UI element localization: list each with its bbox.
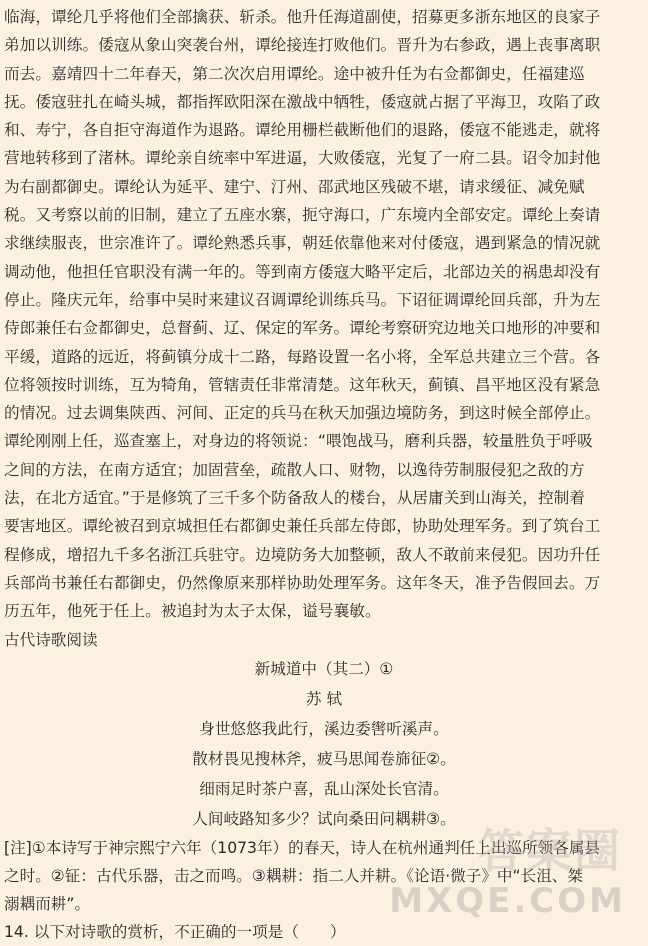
poem-line: 散材畏见搜林斧，疲马思闻卷旆征②。 <box>192 749 456 768</box>
note-line: 溺耦而耕”。 <box>4 894 91 913</box>
section-heading: 古代诗歌阅读 <box>4 630 98 649</box>
poem-line: 人间岐路知多少？试向桑田问耦耕③。 <box>192 809 456 828</box>
passage-line: 为右副都御史。谭纶认为延平、建宁、汀州、邵武地区残破不堪，请求缓征、减免赋 <box>4 177 585 196</box>
passage-line: 而去。嘉靖四十二年春天，第二次次启用谭纶。途中被升任为右佥都御史，任福建巡 <box>4 64 585 83</box>
passage-line: 抚。倭寇驻扎在崎头城，都指挥欧阳深在激战中牺牲，倭寇就占据了平海卫，攻陷了政 <box>4 92 601 111</box>
poem-notes <box>4 834 644 918</box>
passage-line: 营地转移到了渚林。谭纶亲自统率中军进逼，大败倭寇，光复了一府二县。诏令加封他 <box>4 149 601 168</box>
poem-title: 新城道中（其二）① <box>254 659 394 678</box>
question-14: 14. 以下对诗歌的赏析，不正确的一项是（ ） <box>4 922 346 941</box>
passage-line: 历五年，他死于任上。被追封为太子太保，谥号襄敏。 <box>4 602 381 621</box>
passage-line: 求继续服丧，世宗准许了。谭纶熟悉兵事，朝廷依靠他来对付倭寇，遇到紧急的情况就 <box>4 234 601 253</box>
passage-line: 临海，谭纶几乎将他们全部擒获、斩杀。他升任海道副使，招募更多浙东地区的良家子 <box>4 8 601 26</box>
passage-line: 和、寿宁，各自拒守海道作为退路。谭纶用栅栏截断他们的退路，倭寇不能逃走，就将 <box>4 121 601 140</box>
poem <box>4 654 644 834</box>
note-line: 之时。②钲：古代乐器，击之而鸣。③耦耕：指二人并耕。《论语·微子》中“长沮、桀 <box>4 866 583 885</box>
passage-line: 之间的方法，在南方适宜；加固营垒，疏散人口、财物，以逸待劳制服侵犯之敌的方 <box>4 460 585 479</box>
passage-translation <box>4 3 644 626</box>
passage-line: 程修成，增招九千多名浙江兵驻守。边境防务大加整顿，敌人不敢前来侵犯。因功升任 <box>4 545 601 564</box>
poem-author: 苏 轼 <box>305 689 343 708</box>
passage-line: 停止。隆庆元年，给事中吴时来建议召调谭纶训练兵马。下诏征调谭纶回兵部，升为左 <box>4 290 601 309</box>
passage-line: 位将领按时训练，互为犄角，管辖责任非常清楚。这年秋天，蓟镇、昌平地区没有紧急 <box>4 375 601 394</box>
poem-line: 身世悠悠我此行，溪边委辔听溪声。 <box>199 719 449 738</box>
passage-line: 兵部尚书兼任右都御史，仍然像原来那样协助处理军务。这年冬天，准予告假回去。万 <box>4 573 601 592</box>
passage-line: 要害地区。谭纶被召到京城担任右都御史兼任兵部左侍郎，协助处理军务。到了筑台工 <box>4 517 601 536</box>
watermark-logo-text: 答案圈 <box>478 824 622 878</box>
poem-line: 细雨足时茶户喜，乱山深处长官清。 <box>199 779 449 798</box>
passage-line: 侍郎兼任右佥都御史，总督蓟、辽、保定的军务。谭纶考察研究边地关口地形的冲要和 <box>4 319 601 338</box>
watermark-url-text: MXQE.COM <box>389 881 626 921</box>
passage-line: 平缓，道路的远近，将蓟镇分成十二路，每路设置一名小将，全军总共建立三个营。各 <box>4 347 601 366</box>
passage-line: 谭纶刚刚上任，巡查塞上，对身边的将领说：“喂饱战马，磨利兵器，较量胜负于呼吸 <box>4 432 593 451</box>
note-line: [注]①本诗写于神宗熙宁六年（1073年）的春天，诗人在杭州通判任上出巡所领各属县 <box>4 838 601 857</box>
passage-line: 法，在北方适宜。”于是修筑了三千多个防备敌人的楼台，从居庸关到山海关，控制着 <box>4 489 586 508</box>
passage-line: 弟加以训练。倭寇从象山突袭台州，谭纶接连打败他们。晋升为右参政，遇上丧事离职 <box>4 36 601 55</box>
passage-line: 调动他，他担任官职没有满一年的。等到南方倭寇大略平定后，北部边关的祸患却没有 <box>4 262 601 281</box>
passage-line: 税。又考察以前的旧制，建立了五座水寨，扼守海口，广东境内全部安定。谭纶上奏请 <box>4 206 601 225</box>
passage-line: 的情况。过去调集陕西、河间、正定的兵马在秋天加强边境防务，到这时候全部停止。 <box>4 404 601 423</box>
